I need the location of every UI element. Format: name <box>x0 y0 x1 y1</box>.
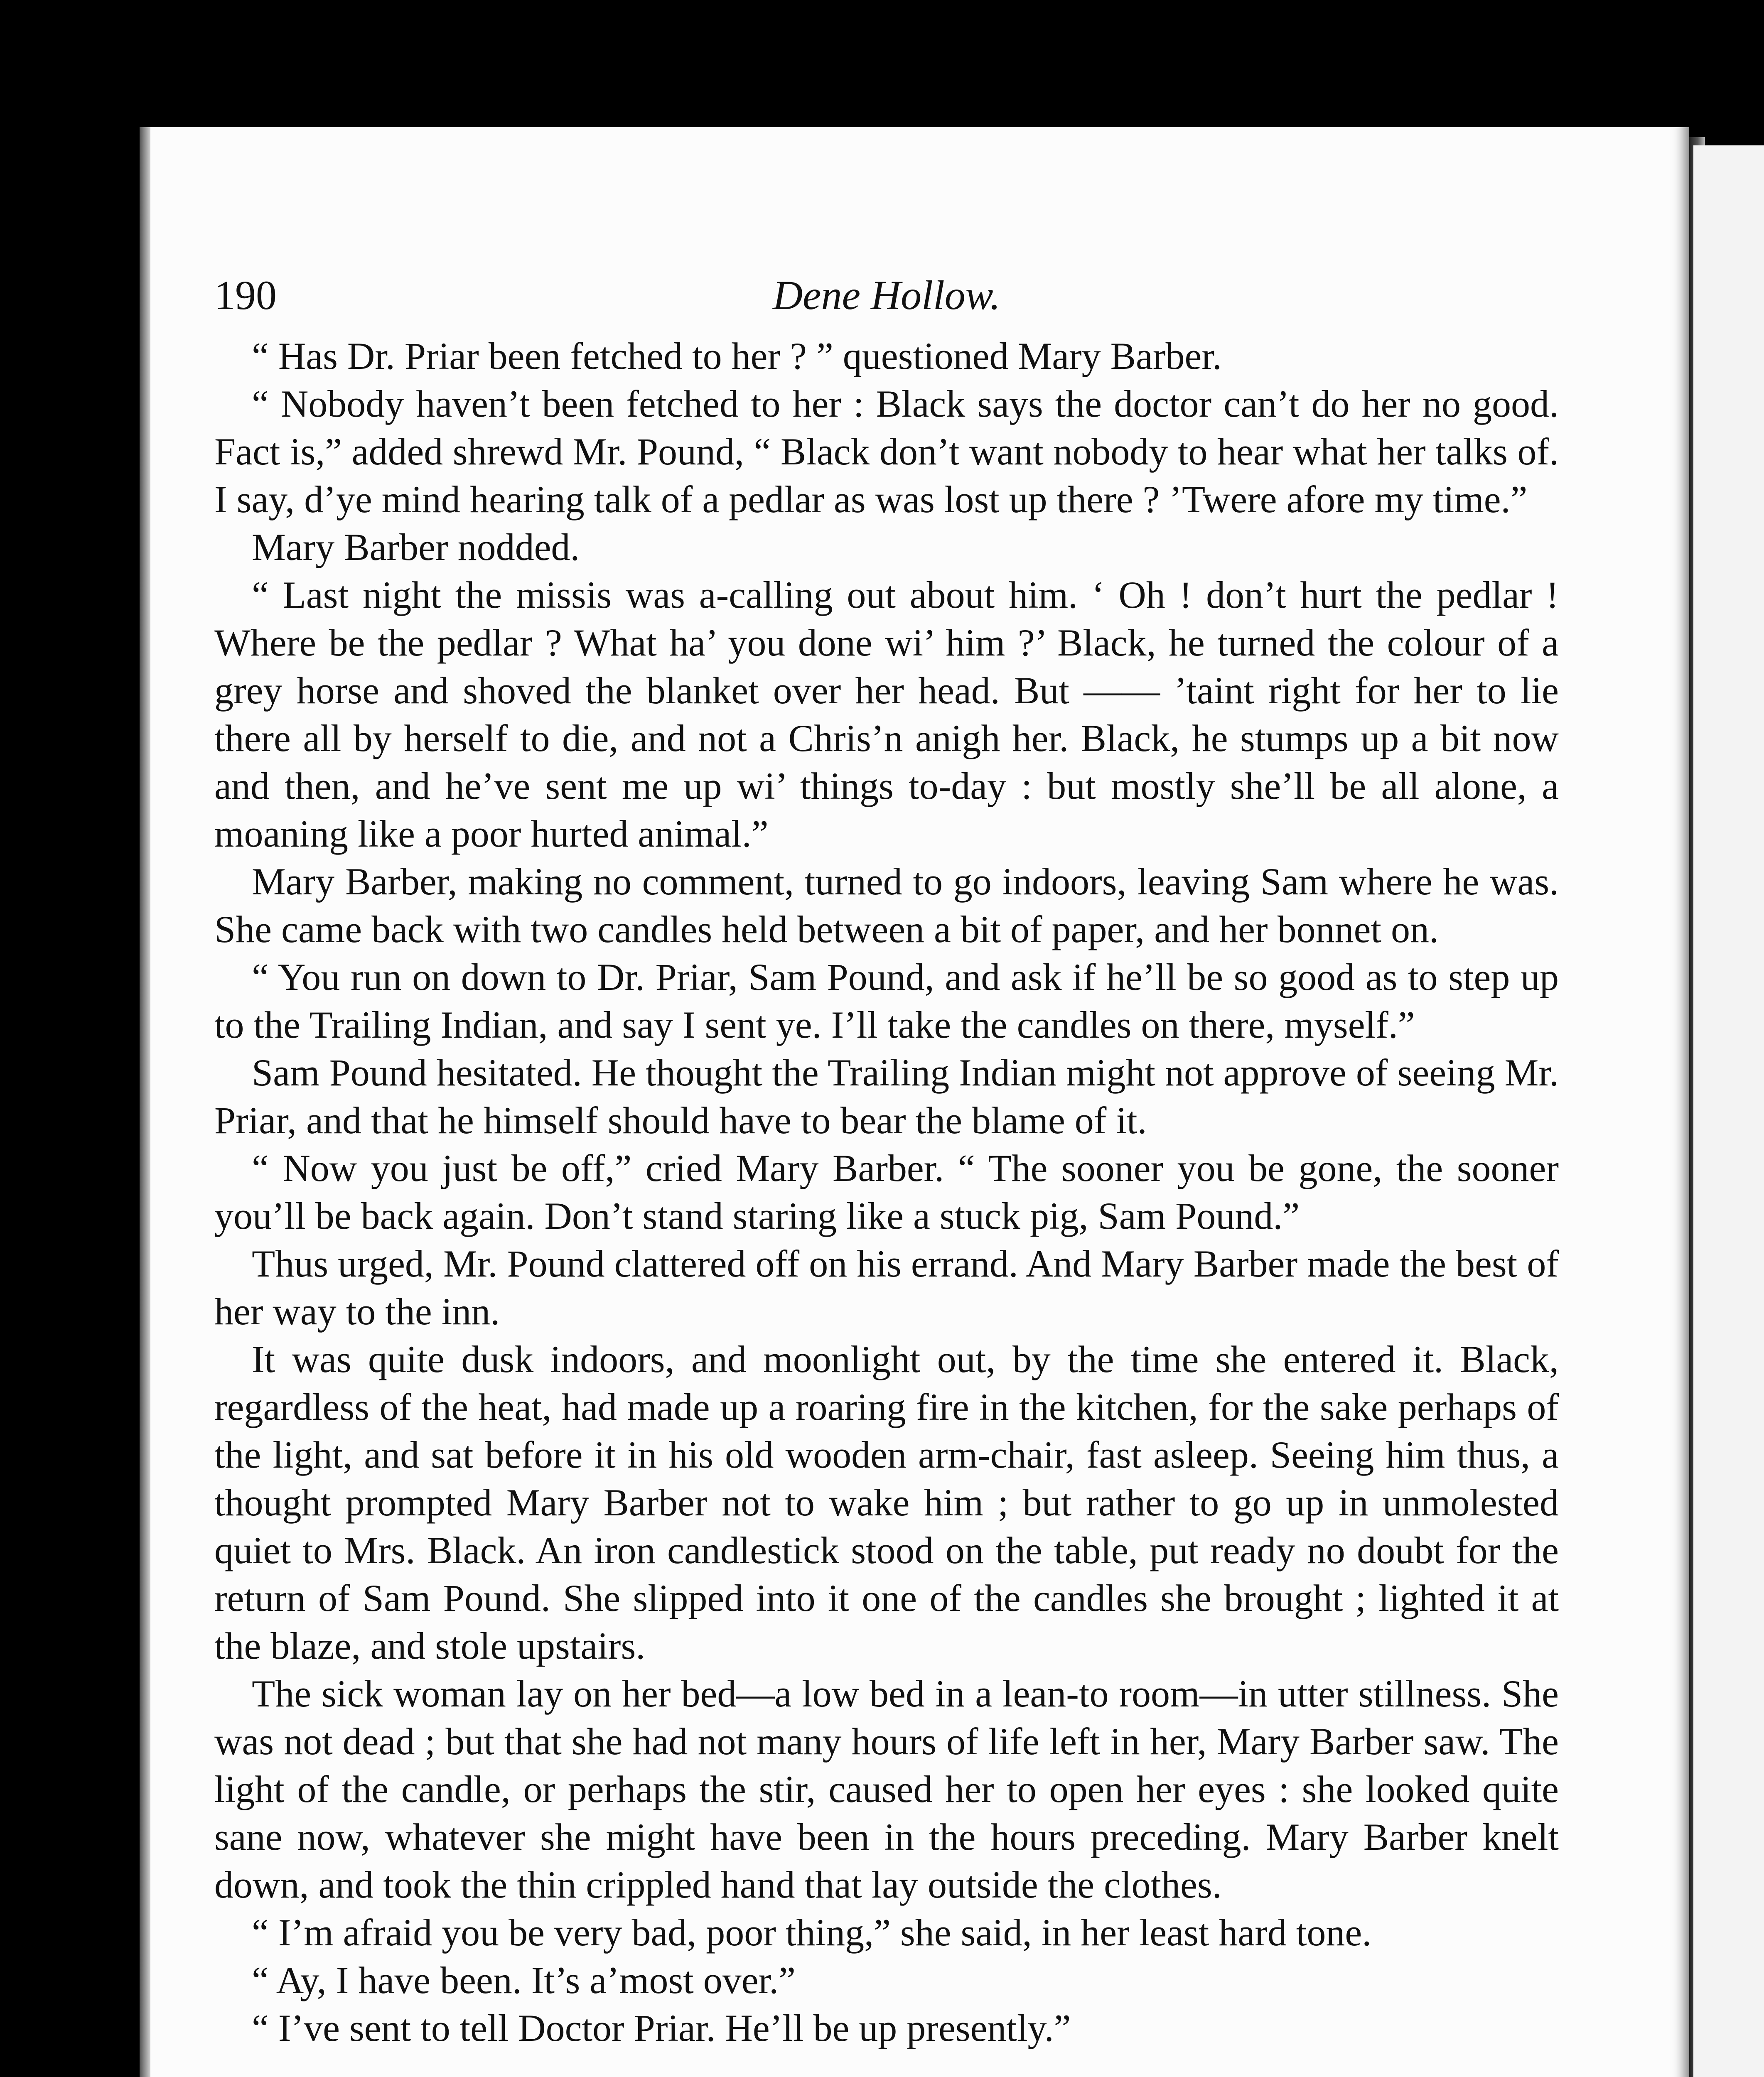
running-header <box>214 268 1559 322</box>
running-title: Dene Hollow. <box>772 272 1001 318</box>
page-left-edge <box>140 127 150 2077</box>
paragraph: “ Now you just be off,” cried Mary Barber. “ The sooner you be gone, the sooner you’ll be back again. Don’t stand staring like a stuck pig, Sam Pound.” <box>214 1147 1559 1237</box>
paragraph: “ I’m afraid you be very bad, poor thing,” she said, in her least hard tone. <box>252 1911 1372 1954</box>
paragraph: “ Nobody haven’t been fetched to her : Black says the doctor can’t do her no good. Fact is,” added shrewd Mr. Pound, “ Black don’t want nobody to hear what her talks of. I say, d’ye mind hearing talk of a pedlar as was lost up there ? ’Twere afore my time.” <box>214 383 1559 520</box>
page-body-text <box>214 332 1559 2052</box>
paragraph: “ You run on down to Dr. Priar, Sam Pound, and ask if he’ll be so good as to step up to the Trailing Indian, and say I sent ye. I’ll take the candles on there, myself.” <box>214 956 1559 1046</box>
paragraph: “ I’ve sent to tell Doctor Priar. He’ll be up presently.” <box>252 2007 1071 2049</box>
paragraph: “ Has Dr. Priar been fetched to her ? ” questioned Mary Barber. <box>252 335 1222 377</box>
paragraph: It was quite dusk indoors, and moonlight out, by the time she entered it. Black, regardless of the heat, had made up a roaring fire in the kitchen, for the sake perhaps of the light, and sat before it in his old wooden arm-chair, fast asleep. Seeing him thus, a thought prompted Mary Barber not to wake him ; but rather to go up in unmolested quiet to Mrs. Black. An iron candlestick stood on the table, put ready no doubt for the return of Sam Pound. She slipped into it one of the candles she brought ; lighted it at the blaze, and stole upstairs. <box>214 1338 1559 1667</box>
paragraph: “ Last night the missis was a-calling out about him. ‘ Oh ! don’t hurt the pedlar ! Where be the pedlar ? What ha’ you done wi’ him ?’ Black, he turned the colour of a grey horse and shoved the blanket over her head. But —— ’taint right for her to lie there all by herself to die, and not a Chris’n anigh her. Black, he stumps up a bit now and then, and he’ve sent me up wi’ things to-day : but mostly she’ll be all alone, a moaning like a poor hurted animal.” <box>214 574 1559 855</box>
facing-page-edge <box>1693 145 1764 2077</box>
paragraph: The sick woman lay on her bed—a low bed in a lean-to room—in utter stillness. She was not dead ; but that she had not many hours of life left in her, Mary Barber saw. The light of the candle, or perhaps the stir, caused her to open her eyes : she looked quite sane now, whatever she might have been in the hours preceding. Mary Barber knelt down, and took the thin crippled hand that lay outside the clothes. <box>214 1672 1559 1906</box>
paragraph: Mary Barber, making no comment, turned to go indoors, leaving Sam where he was. She came back with two candles held between a bit of paper, and her bonnet on. <box>214 860 1559 950</box>
paragraph: Thus urged, Mr. Pound clattered off on his errand. And Mary Barber made the best of her way to the inn. <box>214 1242 1559 1333</box>
paragraph: “ Ay, I have been. It’s a’most over.” <box>252 1959 796 2001</box>
paragraph: Mary Barber nodded. <box>252 526 580 568</box>
page-number: 190 <box>214 272 277 318</box>
paragraph: Sam Pound hesitated. He thought the Trailing Indian might not approve of seeing Mr. Priar, and that he himself should have to bear the blame of it. <box>214 1051 1559 1142</box>
